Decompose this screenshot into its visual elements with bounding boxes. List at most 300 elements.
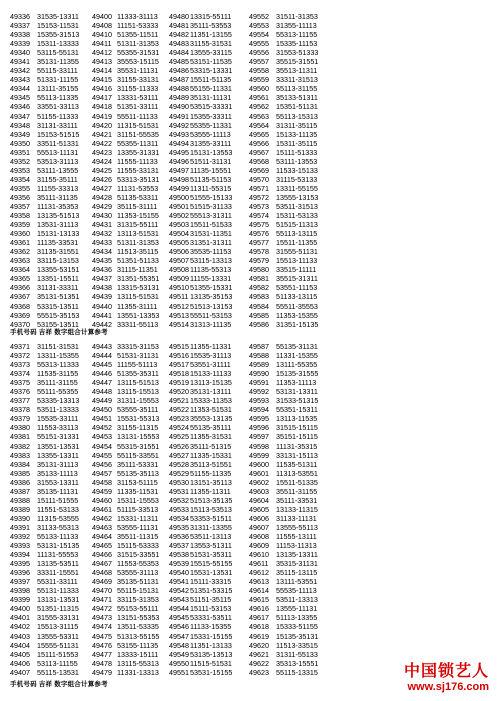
- number-pair: 15351-51131: [276, 102, 318, 112]
- row-number: 49589: [249, 360, 269, 370]
- row-number: 49382: [10, 441, 30, 451]
- number-pair: 53331-53511: [190, 613, 232, 623]
- number-pair: 51355-15331: [190, 283, 233, 293]
- row-number: 49507: [169, 256, 189, 266]
- row-number: 49379: [10, 414, 30, 424]
- number-pair: 35515-31551: [276, 57, 319, 67]
- number-pair: 31133-11131: [276, 513, 317, 523]
- number-pair: 13133-11315: [276, 504, 318, 514]
- row-number: 49501: [169, 201, 189, 211]
- number-pair: 55115-13531: [37, 667, 79, 677]
- row-number: 49599: [249, 450, 269, 460]
- number-pair: 15531-13531: [190, 568, 233, 578]
- row-number: 49612: [249, 568, 269, 578]
- row-number: 49362: [10, 247, 30, 257]
- number-pair: 11353-15355: [276, 310, 318, 320]
- row-number: 49616: [249, 604, 269, 614]
- number-pair: 35511-31155: [276, 486, 318, 496]
- row-number: 49522: [169, 405, 189, 415]
- page-footer-caption: 手机号码 吉祥 数字组合计算参考: [10, 329, 108, 336]
- number-pair: 51351-53315: [190, 586, 233, 596]
- row-number: 49547: [169, 631, 189, 641]
- row-number: 49553: [249, 21, 269, 31]
- row-number: 49423: [92, 147, 112, 157]
- number-pair: 15513-31115: [37, 622, 79, 632]
- number-pair: 13511-53335: [117, 622, 159, 632]
- number-pair: 53555-35111: [117, 405, 159, 415]
- row-number: 49442: [92, 319, 112, 329]
- number-pair: 33131-15113: [276, 450, 318, 460]
- table-row: [10, 130, 490, 139]
- number-pair: 13131-15553: [117, 432, 160, 442]
- row-number: 49504: [169, 229, 189, 239]
- row-number: 49456: [92, 459, 112, 469]
- row-number: 49503: [169, 220, 189, 230]
- number-pair: 51133-13115: [276, 292, 318, 302]
- row-number: 49477: [92, 649, 112, 659]
- row-number: 49513: [169, 310, 189, 320]
- row-number: 49472: [92, 604, 112, 614]
- number-pair: 31555-33131: [37, 613, 80, 623]
- row-number: 49482: [169, 30, 189, 40]
- row-number: 49455: [92, 450, 112, 460]
- number-pair: 31533-51315: [276, 396, 319, 406]
- row-number: 49574: [249, 211, 269, 221]
- number-pair: 11315-51531: [117, 120, 159, 130]
- number-pair: 31115-53133: [276, 174, 318, 184]
- row-number: 49416: [92, 84, 112, 94]
- number-pair: 13555-11131: [276, 604, 318, 614]
- row-number: 49597: [249, 432, 269, 442]
- row-number: 49462: [92, 513, 112, 523]
- row-number: 49405: [10, 649, 30, 659]
- number-pair: 51155-11335: [190, 468, 232, 478]
- number-pair: 35113-51551: [190, 459, 232, 469]
- number-pair: 51513-13153: [190, 301, 233, 311]
- row-number: 49365: [10, 274, 30, 284]
- number-pair: 55131-11333: [37, 586, 79, 596]
- row-number: 49610: [249, 550, 269, 560]
- row-number: 49529: [169, 468, 189, 478]
- row-number: 49368: [10, 301, 30, 311]
- table-row: [10, 238, 490, 247]
- number-pair: 15335-11153: [276, 39, 318, 49]
- row-number: 49550: [169, 658, 189, 668]
- table-row: [10, 595, 490, 604]
- number-pair: 13113-51531: [117, 229, 159, 239]
- table-row: [10, 30, 490, 39]
- number-pair: 51135-51153: [190, 174, 232, 184]
- number-pair: 53555-11131: [117, 522, 159, 532]
- number-pair: 55115-33551: [117, 450, 159, 460]
- number-pair: 55113-31155: [276, 84, 318, 94]
- table-row: [10, 613, 490, 622]
- row-number: 49440: [92, 301, 112, 311]
- number-pair: 31133-55313: [37, 522, 79, 532]
- table-row: [10, 229, 490, 238]
- row-number: 49385: [10, 468, 30, 478]
- table-row: [10, 460, 490, 469]
- number-pair: 11135-55313: [190, 265, 232, 275]
- row-number: 49351: [10, 147, 30, 157]
- row-number: 49389: [10, 504, 30, 514]
- table-row: [10, 112, 490, 121]
- row-number: 49348: [10, 120, 30, 130]
- number-pair: 11131-55553: [37, 550, 79, 560]
- row-number: 49475: [92, 631, 112, 641]
- row-number: 49608: [249, 531, 269, 541]
- number-pair: 15511-11355: [276, 238, 318, 248]
- table-row: [10, 48, 490, 57]
- number-pair: 11335-15331: [190, 450, 232, 460]
- row-number: 49561: [249, 93, 269, 103]
- row-number: 49401: [10, 613, 30, 623]
- number-pair: 31553-13311: [37, 477, 79, 487]
- number-pair: 11131-35353: [37, 201, 79, 211]
- row-number: 49495: [169, 147, 189, 157]
- row-number: 49527: [169, 450, 189, 460]
- table-row: [10, 414, 490, 423]
- table-row: [10, 622, 490, 631]
- row-number: 49381: [10, 432, 30, 442]
- number-pair: 13135-35153: [190, 292, 233, 302]
- row-number: 49584: [249, 301, 269, 311]
- row-number: 49467: [92, 559, 112, 569]
- row-number: 49361: [10, 238, 30, 248]
- row-number: 49353: [10, 165, 30, 175]
- number-pair: 15515-55155: [190, 559, 233, 569]
- number-pair: 53135-13513: [190, 649, 233, 659]
- row-number: 49393: [10, 541, 30, 551]
- row-number: 49464: [92, 531, 112, 541]
- row-number: 49619: [249, 631, 269, 641]
- number-pair: 55513-31311: [190, 211, 232, 221]
- number-pair: 51151-35115: [190, 595, 232, 605]
- number-pair: 13115-55313: [117, 658, 159, 668]
- row-number: 49531: [169, 486, 189, 496]
- row-number: 49372: [10, 351, 30, 361]
- row-number: 49609: [249, 541, 269, 551]
- table-row: [10, 487, 490, 496]
- row-number: 49497: [169, 165, 189, 175]
- row-number: 49594: [249, 405, 269, 415]
- table-row: [10, 292, 490, 301]
- row-number: 49448: [92, 387, 112, 397]
- row-number: 49384: [10, 459, 30, 469]
- row-number: 49343: [10, 75, 30, 85]
- number-pair: 13555-53311: [37, 631, 79, 641]
- row-number: 49363: [10, 256, 30, 266]
- number-table-lower: [10, 342, 490, 677]
- number-pair: 11351-13133: [190, 640, 232, 650]
- number-pair: 31355-33111: [190, 138, 232, 148]
- row-number: 49494: [169, 138, 189, 148]
- row-number: 49595: [249, 414, 269, 424]
- table-row: [10, 405, 490, 414]
- number-pair: 53131-15135: [37, 541, 80, 551]
- number-pair: 31311-35115: [276, 120, 318, 130]
- number-pair: 55115-15131: [117, 586, 159, 596]
- row-number: 49391: [10, 522, 30, 532]
- number-pair: 13111-55355: [276, 360, 318, 370]
- number-pair: 35133-51311: [276, 93, 318, 103]
- row-number: 49580: [249, 265, 269, 275]
- number-pair: 13355-53151: [37, 265, 80, 275]
- table-row: [10, 532, 490, 541]
- number-pair: 51331-11155: [37, 75, 79, 85]
- row-number: 49607: [249, 522, 269, 532]
- number-pair: 53115-55131: [37, 48, 79, 58]
- number-pair: 15135-31555: [276, 369, 319, 379]
- number-pair: 13355-31331: [117, 147, 160, 157]
- number-pair: 35115-31111: [117, 201, 158, 211]
- table-row: [10, 202, 490, 211]
- row-number: 49451: [92, 414, 112, 424]
- number-pair: 31135-31551: [37, 247, 79, 257]
- row-number: 49601: [249, 468, 269, 478]
- table-row: [10, 469, 490, 478]
- number-pair: 53551-11153: [276, 283, 318, 293]
- number-pair: 35115-13115: [276, 568, 318, 578]
- row-number: 49622: [249, 658, 269, 668]
- number-pair: 33311-31513: [276, 75, 318, 85]
- number-pair: 51313-55155: [117, 631, 160, 641]
- row-number: 49430: [92, 211, 112, 221]
- number-pair: 51351-33111: [117, 102, 159, 112]
- number-pair: 31311-55133: [276, 649, 318, 659]
- row-number: 49374: [10, 369, 30, 379]
- number-pair: 35133-11113: [37, 468, 78, 478]
- row-number: 49533: [169, 504, 189, 514]
- table-row: [10, 311, 490, 320]
- number-pair: 11313-53551: [276, 468, 318, 478]
- number-pair: 55135-31131: [276, 342, 318, 351]
- row-number: 49424: [92, 156, 112, 166]
- number-pair: 55511-53153: [190, 310, 232, 320]
- table-row: [10, 432, 490, 441]
- row-number: 49468: [92, 568, 112, 578]
- number-table-upper: [10, 12, 490, 329]
- number-pair: 53531-15155: [190, 667, 233, 677]
- row-number: 49377: [10, 396, 30, 406]
- number-pair: 15511-51135: [190, 75, 232, 85]
- table-row: [10, 568, 490, 577]
- row-number: 49434: [92, 247, 112, 257]
- number-pair: 13351-15511: [37, 274, 79, 284]
- row-number: 49439: [92, 292, 112, 302]
- table-row: [10, 586, 490, 595]
- row-number: 49445: [92, 360, 112, 370]
- row-number: 49500: [169, 192, 189, 202]
- row-number: 49516: [169, 351, 189, 361]
- row-number: 49360: [10, 229, 30, 239]
- row-number: 49512: [169, 301, 189, 311]
- row-number: 49429: [92, 201, 112, 211]
- number-pair: 13315-53131: [117, 283, 160, 293]
- number-pair: 13331-53111: [117, 93, 159, 103]
- number-pair: 35535-11153: [190, 247, 232, 257]
- row-number: 49406: [10, 658, 30, 668]
- number-pair: 55113-13115: [276, 229, 318, 239]
- row-number: 49470: [92, 586, 112, 596]
- row-number: 49453: [92, 432, 112, 442]
- number-pair: 11513-35115: [117, 247, 159, 257]
- row-number: 49537: [169, 541, 189, 551]
- number-pair: 35553-13135: [190, 414, 233, 424]
- row-number: 49419: [92, 111, 112, 121]
- table-row: [10, 451, 490, 460]
- number-pair: 31155-33131: [117, 75, 159, 85]
- row-number: 49352: [10, 156, 30, 166]
- number-pair: 31151-55535: [117, 129, 159, 139]
- row-number: 49349: [10, 129, 30, 139]
- row-number: 49359: [10, 220, 30, 230]
- number-pair: 53113-11155: [37, 658, 78, 668]
- number-pair: 53111-13555: [37, 165, 79, 175]
- row-number: 49459: [92, 486, 112, 496]
- row-number: 49354: [10, 174, 30, 184]
- number-pair: 13531-31113: [37, 220, 79, 230]
- row-number: 49400: [10, 604, 30, 614]
- row-number: 49534: [169, 513, 189, 523]
- row-number: 49341: [10, 57, 30, 67]
- row-number: 49525: [169, 432, 189, 442]
- number-pair: 15131-13133: [37, 229, 80, 239]
- row-number: 49387: [10, 486, 30, 496]
- row-number: 49505: [169, 238, 189, 248]
- row-number: 49488: [169, 84, 189, 94]
- row-number: 49437: [92, 274, 112, 284]
- row-number: 49496: [169, 156, 189, 166]
- row-number: 49564: [249, 120, 269, 130]
- row-number: 49617: [249, 613, 269, 623]
- row-number: 49364: [10, 265, 30, 275]
- row-number: 49523: [169, 414, 189, 424]
- number-pair: 15531-55313: [117, 414, 160, 424]
- row-number: 49524: [169, 423, 189, 433]
- number-pair: 53515-33331: [190, 102, 233, 112]
- table-row: [10, 102, 490, 111]
- number-pair: 31155-11333: [117, 84, 159, 94]
- number-pair: 11155-33313: [37, 183, 79, 193]
- row-number: 49466: [92, 550, 112, 560]
- number-pair: 55311-33111: [37, 577, 78, 587]
- table-row: [10, 351, 490, 360]
- number-pair: 13315-55111: [190, 12, 232, 21]
- number-pair: 53513-31113: [37, 156, 79, 166]
- row-number: 49581: [249, 274, 269, 284]
- row-number: 49583: [249, 292, 269, 302]
- row-number: 49490: [169, 102, 189, 112]
- row-number: 49403: [10, 631, 30, 641]
- row-number: 49378: [10, 405, 30, 415]
- number-pair: 35131-51351: [37, 292, 80, 302]
- row-number: 49427: [92, 183, 112, 193]
- number-pair: 15311-15553: [117, 495, 159, 505]
- row-number: 49373: [10, 360, 30, 370]
- row-number: 49614: [249, 586, 269, 596]
- number-pair: 11555-33131: [117, 165, 159, 175]
- row-number: 49555: [249, 39, 269, 49]
- number-pair: 51515-11313: [276, 220, 318, 230]
- table-row: [10, 84, 490, 93]
- row-number: 49591: [249, 378, 269, 388]
- number-pair: 53555-11113: [190, 129, 231, 139]
- number-pair: 51355-35311: [117, 369, 159, 379]
- number-pair: 35515-31311: [276, 274, 318, 284]
- row-number: 49370: [10, 319, 30, 329]
- number-pair: 31151-31531: [37, 342, 79, 351]
- number-pair: 33551-33113: [37, 102, 79, 112]
- row-number: 49367: [10, 292, 30, 302]
- number-pair: 31315-55111: [117, 220, 159, 230]
- table-row: [10, 496, 490, 505]
- number-pair: 13113-15135: [190, 378, 232, 388]
- number-pair: 13551-13353: [117, 310, 160, 320]
- row-number: 49518: [169, 369, 189, 379]
- number-pair: 13135-53511: [37, 559, 79, 569]
- row-number: 49545: [169, 613, 189, 623]
- row-number: 49544: [169, 604, 189, 614]
- number-pair: 35135-51131: [117, 577, 159, 587]
- number-pair: 11131-35315: [276, 441, 318, 451]
- number-pair: 15153-51515: [37, 129, 80, 139]
- row-number: 49590: [249, 369, 269, 379]
- number-pair: 15131-13553: [190, 147, 233, 157]
- number-pair: 11331-15355: [276, 351, 318, 361]
- number-pair: 55313-11333: [37, 360, 79, 370]
- row-number: 49536: [169, 531, 189, 541]
- number-pair: 11355-31531: [190, 432, 232, 442]
- table-row: [10, 265, 490, 274]
- row-number: 49489: [169, 93, 189, 103]
- number-pair: 13551-13531: [37, 441, 80, 451]
- number-pair: 55155-11331: [190, 84, 232, 94]
- number-pair: 31351-31311: [190, 238, 232, 248]
- number-pair: 13555-33115: [190, 48, 232, 58]
- row-number: 49549: [169, 649, 189, 659]
- table-row: [10, 57, 490, 66]
- row-number: 49514: [169, 319, 189, 329]
- table-row: [10, 423, 490, 432]
- number-pair: 53511-13113: [190, 531, 232, 541]
- number-pair: 51135-53311: [117, 192, 159, 202]
- number-pair: 51351-51133: [117, 256, 159, 266]
- row-number: 49410: [92, 30, 112, 40]
- number-pair: 55313-11155: [276, 30, 318, 40]
- row-number: 49380: [10, 423, 30, 433]
- row-number: 49408: [92, 21, 112, 31]
- row-number: 49546: [169, 622, 189, 632]
- row-number: 49605: [249, 504, 269, 514]
- row-number: 49571: [249, 183, 269, 193]
- number-pair: 11535-31155: [37, 369, 79, 379]
- number-pair: 11155-51113: [117, 360, 158, 370]
- number-pair: 55151-31331: [37, 432, 80, 442]
- number-pair: 13115-15513: [117, 387, 159, 397]
- row-number: 49620: [249, 640, 269, 650]
- number-pair: 11333-31113: [117, 12, 158, 21]
- number-pair: 55511-11133: [117, 111, 158, 121]
- number-pair: 51351-11315: [37, 604, 79, 614]
- number-pair: 51513-35135: [190, 495, 233, 505]
- row-number: 49542: [169, 586, 189, 596]
- number-pair: 55355-11331: [190, 120, 232, 130]
- table-row: [10, 157, 490, 166]
- row-number: 49540: [169, 568, 189, 578]
- row-number: 49436: [92, 265, 112, 275]
- row-number: 49577: [249, 238, 269, 248]
